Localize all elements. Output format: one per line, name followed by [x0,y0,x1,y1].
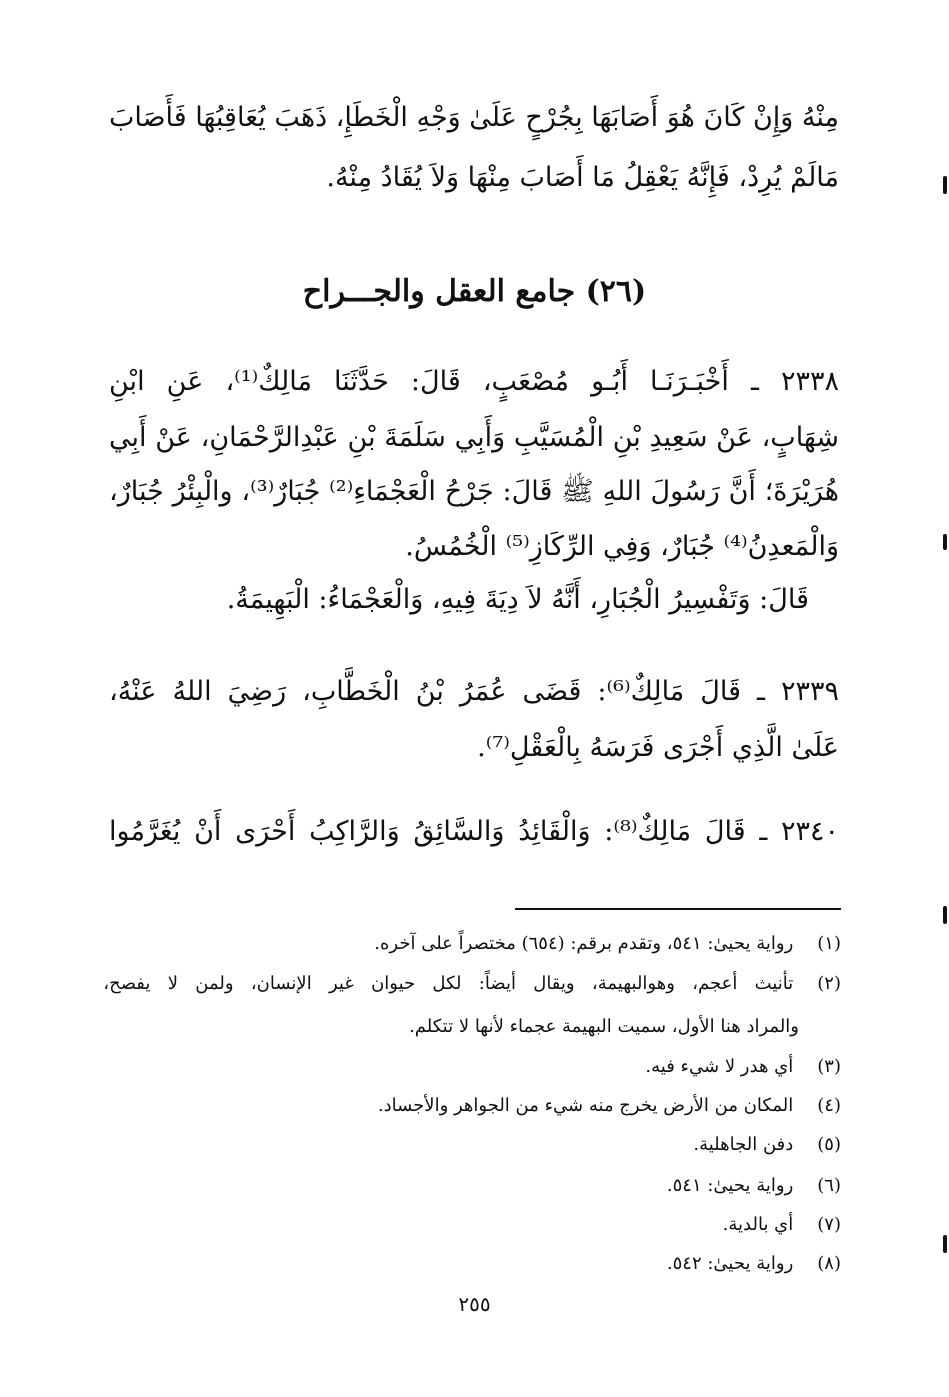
hadith-2338-explanation: قَالَ: وَتَفْسِيرُ الْجُبَارِ، أَنَّهُ لاَ دِيَةَ فِيهِ، وَالْعَجْمَاءُ: الْبَهِيمَةُ. [226,584,809,615]
section-heading: (٢٦) جامع العقل والجـــراح [302,274,647,309]
hadith-2339-line-1: ٢٣٣٩ ـ قَالَ مَالِكٌ⁽⁶⁾: قَضَى عُمَرُ بْنُ الْخَطَّابِ، رَضِيَ اللهُ عَنْهُ، [109,676,839,707]
footnote-number: (٨) [817,1253,841,1274]
footnote-text: أي بالدية. [722,1214,794,1235]
footnote-text: رواية يحيىٰ: ٥٤٢. [666,1253,794,1274]
footnote-number: (٧) [817,1214,841,1235]
footnote-text: رواية يحيىٰ: ٥٤١، وتقدم برقم: (٦٥٤) مختصراً على آخره. [374,933,794,954]
hadith-2338-line-1: ٢٣٣٨ ـ أَخْبَـرَنَـا أَبُـو مُصْعَبٍ، قَالَ: حَدَّثَنَا مَالِكٌ⁽¹⁾، عَنِ ابْنِ [109,366,839,397]
footnote-number: (٤) [817,1095,841,1116]
intro-line-1: مِنْهُ وَإِنْ كَانَ هُوَ أَصَابَهَا بِجُرْحٍ عَلَىٰ وَجْهِ الْخَطَإِ، ذَهَبَ يُعَاقِبُهَا فَأَصَابَ [108,102,839,133]
hadith-2338-line-2: شِهَابٍ، عَنْ سَعِيدِ بْنِ الْمُسَيَّبِ وَأَبِي سَلَمَةَ بْنِ عَبْدِالرَّحْمَانِ، عَنْ أَبِي [109,422,839,453]
footnote-2 [103,970,841,998]
footnote-1 [106,930,841,958]
footnote-7 [106,1211,841,1239]
footnote-text: المكان من الأرض يخرج منه شيء من الجواهر والأجساد. [377,1095,794,1116]
footnote-text: رواية يحيىٰ: ٥٤١. [666,1175,794,1196]
footnote-text: أي هدر لا شيء فيه. [645,1056,794,1077]
page-number: ٢٥٥ [458,1292,491,1316]
footnote-3 [106,1053,841,1081]
footnote-separator [515,908,841,910]
footnote-number: (٥) [817,1134,841,1155]
hadith-2338-line-3: هُرَيْرَةَ؛ أَنَّ رَسُولَ اللهِ ﷺ قَالَ: جَرْحُ الْعَجْمَاءِ⁽²⁾ جُبَارٌ⁽³⁾، والْبِئْرُ جُبَارٌ، [109,476,839,507]
hadith-2338-line-4: وَالْمَعدِنُ⁽⁴⁾ جُبَارٌ، وَفِي الرِّكَازِ⁽⁵⁾ الْخُمُسُ. [405,531,839,562]
scan-edge-mark [943,176,947,194]
hadith-2339-line-2: عَلَىٰ الَّذِي أَجْرَى فَرَسَهُ بِالْعَقْلِ⁽⁷⁾. [477,732,839,763]
intro-line-2: مَالَمْ يُرِدْ، فَإِنَّهُ يَعْقِلُ مَا أَصَابَ مِنْهَا وَلاَ يُقَادُ مِنْهُ. [326,162,839,193]
footnote-4 [106,1092,841,1120]
footnote-text: تأنيث أعجم، وهوالبهيمة، ويقال أيضاً: لكل حيوان غير الإنسان، ولمن لا يفصح، [103,973,794,994]
footnote-number: (٣) [817,1056,841,1077]
footnote-5 [106,1131,841,1159]
footnote-6 [106,1172,841,1200]
scan-edge-mark [943,534,947,550]
scan-edge-mark [943,906,947,924]
footnote-text: دفن الجاهلية. [693,1134,794,1155]
footnote-8 [106,1250,841,1278]
scan-edge-mark [943,1235,947,1253]
hadith-2340-line-1: ٢٣٤٠ ـ قَالَ مَالِكٌ⁽⁸⁾: وَالْقَائِدُ وَالسَّائِقُ وَالرَّاكِبُ أَحْرَى أَنْ يُغَرَّمُوا [109,816,839,847]
footnote-2-continuation: والمراد هنا الأول، سميت البهيمة عجماء لأنها لا تتكلم. [409,1016,799,1037]
footnote-number: (١) [817,933,841,954]
footnote-number: (٢) [817,973,841,994]
footnote-number: (٦) [817,1175,841,1196]
